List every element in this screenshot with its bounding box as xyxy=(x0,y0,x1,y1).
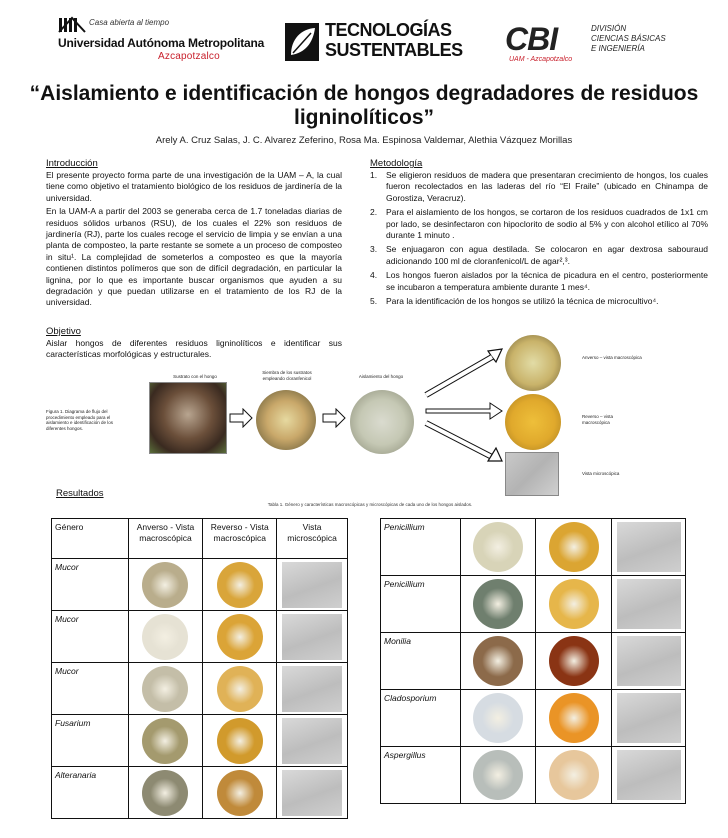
step-text: Se enjuagaron con agua destilada. Se colocaron en agar dextrosa sabouraud adicionando 100 ml de cloranfenicol/L de agar²,³. xyxy=(386,244,708,266)
label-sustrato: Sustrato con el hongo xyxy=(173,374,217,379)
metodologia-step xyxy=(370,296,708,307)
reverso-photo xyxy=(549,579,599,629)
table-row xyxy=(381,519,686,576)
anverso-cell xyxy=(128,611,203,663)
tec-wordmark xyxy=(325,20,463,60)
results-table-left xyxy=(51,518,348,819)
label-aislamiento: Aislamiento del hongo xyxy=(358,374,404,379)
siembra-plate-photo xyxy=(256,390,316,450)
microscopic-photo xyxy=(282,666,342,712)
uam-name: Universidad Autónoma Metropolitana xyxy=(58,36,265,50)
micro-cell xyxy=(612,690,686,747)
anverso-plate-photo xyxy=(505,335,561,391)
anverso-photo xyxy=(473,636,523,686)
anverso-cell xyxy=(460,633,536,690)
cbi-acronym: CBI xyxy=(505,21,558,57)
aislamiento-plate-photo xyxy=(350,390,414,454)
tec-line1: TECNOLOGÍAS xyxy=(325,20,452,40)
microscopic-photo xyxy=(617,693,681,743)
anverso-cell xyxy=(460,576,536,633)
step-text: Se eligieron residuos de madera que presentaran crecimiento de hongos, los cuales fueron recolectados en las laderas del río “El Fraile” (ubicado en Chinampa de Gorostiza, Veracruz). xyxy=(386,170,708,203)
step-text: Para el aislamiento de los hongos, se cortaron de los residuos cuadrados de 1x1 cm por lado, se desinfectaron con hipoclorito de sodio al 5% y con alcohol etílico al 70% durante 1 minuto . xyxy=(386,207,708,241)
metodologia-step xyxy=(370,244,708,267)
uam-emblem-icon xyxy=(58,16,86,34)
microscopic-photo xyxy=(282,614,342,660)
anverso-photo xyxy=(142,718,188,764)
metodologia-list xyxy=(370,170,708,310)
genus-cell: Monilia xyxy=(381,633,461,690)
reverso-cell xyxy=(536,519,612,576)
micro-cell xyxy=(277,559,348,611)
micro-cell xyxy=(612,747,686,804)
genus-cell: Penicillium xyxy=(381,519,461,576)
reverso-cell xyxy=(203,663,277,715)
genus-cell: Cladosporium xyxy=(381,690,461,747)
genus-cell: Alteranaria xyxy=(52,767,129,819)
label-anverso: Anverso – vista macroscópica xyxy=(582,355,642,360)
microscopic-photo xyxy=(617,636,681,686)
micro-cell xyxy=(277,663,348,715)
step-number: 5. xyxy=(370,296,378,307)
microscopic-photo xyxy=(617,750,681,800)
step-number: 1. xyxy=(370,170,378,180)
micro-cell xyxy=(612,633,686,690)
reverso-photo xyxy=(549,636,599,686)
step-text: Los hongos fueron aislados por la técnica de picadura en el centro, posteriormente se incubaron a temperatura ambiente durante 1 mes⁴. xyxy=(386,270,708,292)
reverso-plate-photo xyxy=(505,394,561,450)
microscopic-photo xyxy=(505,452,559,496)
metodologia-step xyxy=(370,207,708,241)
introduccion-body xyxy=(46,170,342,311)
cbi-line3: E INGENIERÍA xyxy=(591,44,645,53)
cbi-campus: UAM - Azcapotzalco xyxy=(509,56,573,63)
reverso-photo xyxy=(549,522,599,572)
arrow-right-icon xyxy=(229,408,253,428)
poster-title: “Aislamiento e identificación de hongos degradadores de residuos ligninolíticos” xyxy=(29,82,699,129)
arrow-right-icon xyxy=(322,408,346,428)
micro-cell xyxy=(277,767,348,819)
step-number: 3. xyxy=(370,244,378,255)
table-row xyxy=(52,559,348,611)
header-genero: Género xyxy=(52,519,129,559)
reverso-cell xyxy=(203,715,277,767)
reverso-photo xyxy=(549,750,599,800)
uam-tagline: Casa abierta al tiempo xyxy=(89,18,170,27)
substrate-photo xyxy=(149,382,227,454)
table-row xyxy=(52,611,348,663)
micro-cell xyxy=(277,715,348,767)
anverso-cell xyxy=(128,559,203,611)
tecnologias-sustentables-logo xyxy=(285,20,463,68)
reverso-cell xyxy=(536,633,612,690)
reverso-photo xyxy=(549,693,599,743)
anverso-photo xyxy=(473,693,523,743)
reverso-cell xyxy=(536,747,612,804)
anverso-photo xyxy=(142,666,188,712)
authors: Arely A. Cruz Salas, J. C. Alvarez Zeferino, Rosa Ma. Espinosa Valdemar, Alethia Vázquez Morillas xyxy=(155,135,573,146)
objetivo-heading: Objetivo xyxy=(46,326,81,337)
header-anverso: Anverso - Vista macroscópica xyxy=(128,519,203,559)
reverso-photo xyxy=(217,614,263,660)
anverso-photo xyxy=(473,750,523,800)
table-header-row xyxy=(52,519,348,559)
anverso-photo xyxy=(142,614,188,660)
reverso-photo xyxy=(217,666,263,712)
header-micro: Vista microscópica xyxy=(277,519,348,559)
genus-cell: Penicillium xyxy=(381,576,461,633)
microscopic-photo xyxy=(282,718,342,764)
resultados-heading: Resultados xyxy=(56,488,104,499)
reverso-photo xyxy=(217,718,263,764)
metodologia-heading: Metodología xyxy=(370,158,423,169)
microscopic-photo xyxy=(617,522,681,572)
anverso-cell xyxy=(460,690,536,747)
cbi-division-text xyxy=(591,24,666,54)
label-micro: Vista microscópica xyxy=(582,471,620,476)
branch-arrows-icon xyxy=(422,345,504,465)
genus-cell: Aspergillus xyxy=(381,747,461,804)
reverso-cell xyxy=(536,690,612,747)
genus-cell: Mucor xyxy=(52,559,129,611)
introduccion-paragraph: El presente proyecto forma parte de una investigación de la UAM – A, la cual tiene como objetivo el tratamiento biológico de los residuos de jardinería de la universidad. xyxy=(46,170,342,203)
reverso-cell xyxy=(203,767,277,819)
anverso-cell xyxy=(128,767,203,819)
step-text: Para la identificación de los hongos se utilizó la técnica de microcultivo⁴. xyxy=(386,296,659,307)
introduccion-paragraph: En la UAM-A a partir del 2003 se generaba cerca de 1.7 toneladas diarias de residuos sólidos urbanos (RSU), de los cuales el 22% son residuos de jardinería (RJ), parte los cuales recoge el servicio de limpia y se envían a una planta de composteo, la parte restante se somete a un proceso de composteo in situ¹. La complejidad de someterlos a composteo es que la mayoría contienen distintos polímeros que son de difícil degradación, en particular la lignina, por lo que es importante buscar organismos que ayuden a su degradación y que puedan utilizarse en el tratamiento de los RJ de la universidad. xyxy=(46,206,342,308)
micro-cell xyxy=(612,519,686,576)
leaf-icon xyxy=(285,23,319,61)
anverso-photo xyxy=(473,579,523,629)
table-row xyxy=(381,633,686,690)
micro-cell xyxy=(612,576,686,633)
objetivo-text: Aislar hongos de diferentes residuos ligninolíticos e identificar sus características morfológicas y estructurales. xyxy=(46,338,342,360)
results-table-right xyxy=(380,518,686,804)
reverso-cell xyxy=(203,611,277,663)
genus-cell: Fusarium xyxy=(52,715,129,767)
microscopic-photo xyxy=(617,579,681,629)
step-number: 2. xyxy=(370,207,378,218)
anverso-cell xyxy=(128,663,203,715)
table-row xyxy=(381,576,686,633)
metodologia-step xyxy=(370,270,708,293)
table-row xyxy=(52,715,348,767)
genus-cell: Mucor xyxy=(52,611,129,663)
microscopic-photo xyxy=(282,562,342,608)
reverso-cell xyxy=(536,576,612,633)
header-reverso: Reverso - Vista macroscópica xyxy=(203,519,277,559)
reverso-photo xyxy=(217,770,263,816)
table-row xyxy=(52,663,348,715)
cbi-line2: CIENCIAS BÁSICAS xyxy=(591,34,666,43)
anverso-photo xyxy=(142,770,188,816)
cbi-line1: DIVISIÓN xyxy=(591,24,627,33)
tec-line2: SUSTENTABLES xyxy=(325,40,463,60)
anverso-cell xyxy=(460,747,536,804)
anverso-cell xyxy=(128,715,203,767)
anverso-photo xyxy=(142,562,188,608)
micro-cell xyxy=(277,611,348,663)
metodologia-step xyxy=(370,170,708,204)
anverso-photo xyxy=(473,522,523,572)
introduccion-heading: Introducción xyxy=(46,158,98,169)
genus-cell: Mucor xyxy=(52,663,129,715)
uam-logo xyxy=(58,16,265,66)
label-siembra: Siembra de los sustratos empleando cloranfenicol xyxy=(262,370,312,381)
cbi-logo xyxy=(505,22,695,72)
figure-caption: Figura 1. Diagrama de flujo del procedimiento empleado para el aislamiento e identificación de los diferentes hongos. xyxy=(46,409,114,431)
table-row xyxy=(381,747,686,804)
table-caption: Tabla 1. Género y características macroscópicas y microscópicas de cada uno de los hongos aislados. xyxy=(267,502,473,507)
reverso-cell xyxy=(203,559,277,611)
table-row xyxy=(52,767,348,819)
anverso-cell xyxy=(460,519,536,576)
step-number: 4. xyxy=(370,270,378,281)
table-row xyxy=(381,690,686,747)
uam-campus: Azcapotzalco xyxy=(158,51,220,62)
microscopic-photo xyxy=(282,770,342,816)
reverso-photo xyxy=(217,562,263,608)
label-reverso: Reverso – vista macroscópica xyxy=(582,414,614,425)
